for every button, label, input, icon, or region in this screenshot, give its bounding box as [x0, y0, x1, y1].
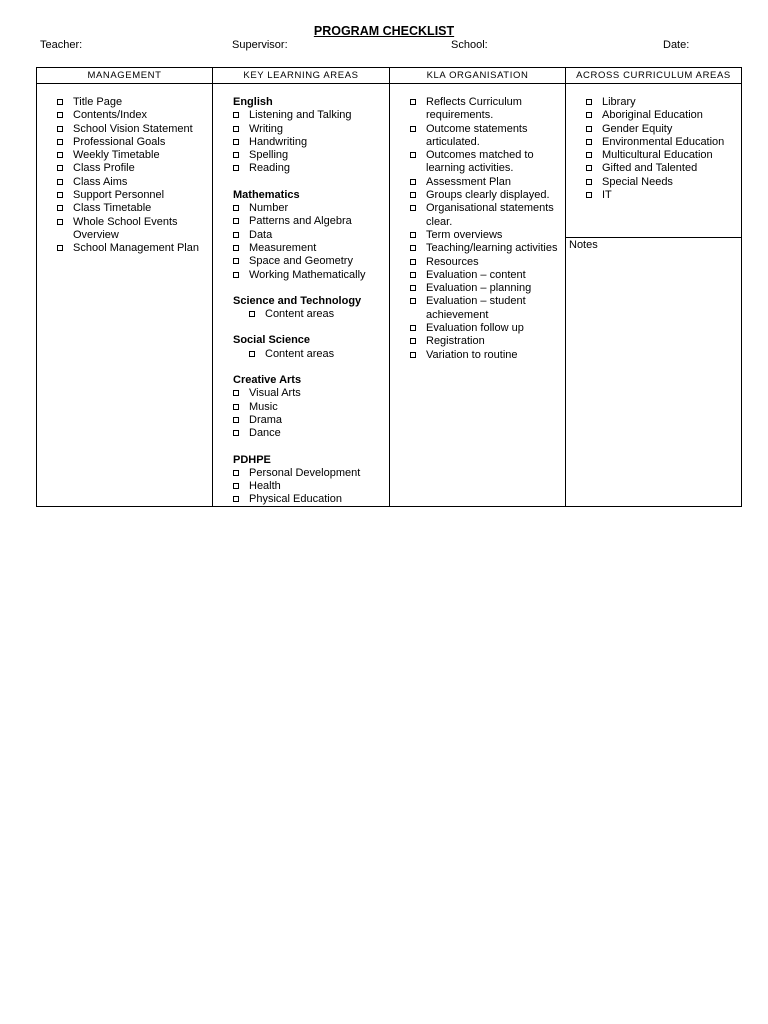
checkbox-icon[interactable]: [233, 483, 239, 489]
checklist-item[interactable]: Multicultural Education: [586, 149, 736, 162]
checklist-item[interactable]: Writing: [233, 123, 385, 136]
checkbox-icon[interactable]: [233, 139, 239, 145]
checkbox-icon[interactable]: [57, 192, 63, 198]
checkbox-icon[interactable]: [586, 99, 592, 105]
checkbox-icon[interactable]: [586, 126, 592, 132]
checklist-item[interactable]: Support Personnel: [57, 189, 207, 202]
checklist-item[interactable]: School Management Plan: [57, 242, 207, 255]
checklist-item[interactable]: Contents/Index: [57, 109, 207, 122]
checkbox-icon[interactable]: [57, 179, 63, 185]
checkbox-icon[interactable]: [410, 259, 416, 265]
checkbox-icon[interactable]: [57, 205, 63, 211]
checklist-item[interactable]: Working Mathematically: [233, 269, 385, 282]
checklist-item[interactable]: Health: [233, 480, 385, 493]
checklist-item[interactable]: Term overviews: [410, 229, 562, 242]
checklist-item[interactable]: Class Aims: [57, 176, 207, 189]
checkbox-icon[interactable]: [410, 285, 416, 291]
checklist-item[interactable]: Evaluation – content: [410, 269, 562, 282]
checklist-item[interactable]: Title Page: [57, 96, 207, 109]
checkbox-icon[interactable]: [586, 179, 592, 185]
checkbox-icon[interactable]: [57, 152, 63, 158]
management-list: [57, 96, 207, 256]
checkbox-icon[interactable]: [233, 232, 239, 238]
english-list: [233, 109, 385, 175]
checkbox-icon[interactable]: [233, 258, 239, 264]
checkbox-icon[interactable]: [233, 417, 239, 423]
checkbox-icon[interactable]: [586, 139, 592, 145]
checkbox-icon[interactable]: [233, 245, 239, 251]
checklist-item[interactable]: Music: [233, 401, 385, 414]
checklist-item[interactable]: Space and Geometry: [233, 255, 385, 268]
across-curriculum-heading: ACROSS CURRICULUM AREAS: [566, 68, 741, 84]
checkbox-icon[interactable]: [233, 390, 239, 396]
checkbox-icon[interactable]: [57, 126, 63, 132]
checklist-item[interactable]: Professional Goals: [57, 136, 207, 149]
management-column: [37, 84, 213, 506]
checklist-item[interactable]: Gender Equity: [586, 123, 736, 136]
checkbox-icon[interactable]: [249, 311, 255, 317]
checkbox-icon[interactable]: [249, 351, 255, 357]
kla-organisation-list: [410, 96, 562, 362]
checklist-item[interactable]: Measurement: [233, 242, 385, 255]
checkbox-icon[interactable]: [233, 430, 239, 436]
social-science-list: [233, 348, 385, 361]
checkbox-icon[interactable]: [410, 338, 416, 344]
section-title-mathematics: Mathematics: [233, 188, 300, 201]
checklist-item[interactable]: Personal Development: [233, 467, 385, 480]
checklist-item[interactable]: Evaluation – student achievement: [410, 295, 542, 322]
checkbox-icon[interactable]: [410, 272, 416, 278]
checklist-item[interactable]: Variation to routine: [410, 349, 562, 362]
section-title-pdhpe: PDHPE: [233, 453, 271, 466]
school-field[interactable]: School:: [451, 39, 488, 51]
checkbox-icon[interactable]: [233, 152, 239, 158]
key-learning-areas-column: [213, 84, 390, 506]
checklist-item[interactable]: Class Timetable: [57, 202, 207, 215]
checklist-item[interactable]: School Vision Statement: [57, 123, 207, 136]
checklist-item[interactable]: Spelling: [233, 149, 385, 162]
checklist-item[interactable]: Environmental Education: [586, 136, 736, 149]
management-heading: MANAGEMENT: [37, 68, 213, 84]
checkbox-icon[interactable]: [233, 272, 239, 278]
checklist-item[interactable]: Evaluation – planning: [410, 282, 562, 295]
checkbox-icon[interactable]: [233, 470, 239, 476]
checklist-item[interactable]: Drama: [233, 414, 385, 427]
checkbox-icon[interactable]: [410, 99, 416, 105]
checkbox-icon[interactable]: [57, 139, 63, 145]
checkbox-icon[interactable]: [57, 219, 63, 225]
across-curriculum-column: [566, 84, 741, 506]
checklist-item[interactable]: Resources: [410, 256, 562, 269]
section-title-creative-arts: Creative Arts: [233, 374, 302, 387]
checklist-item[interactable]: Teaching/learning activities: [410, 242, 562, 255]
checklist-item[interactable]: Reflects Curriculum requirements.: [410, 96, 546, 123]
pdhpe-list: [233, 467, 385, 507]
checkbox-icon[interactable]: [233, 205, 239, 211]
checkbox-icon[interactable]: [586, 152, 592, 158]
checklist-item[interactable]: Reading: [233, 162, 385, 175]
checklist-item[interactable]: Evaluation follow up: [410, 322, 562, 335]
checklist-item[interactable]: Registration: [410, 335, 562, 348]
checklist-item[interactable]: Physical Education: [233, 493, 385, 506]
checkbox-icon[interactable]: [57, 245, 63, 251]
checkbox-icon[interactable]: [410, 245, 416, 251]
checklist-item[interactable]: Outcome statements articulated.: [410, 123, 546, 150]
checkbox-icon[interactable]: [233, 496, 239, 502]
checkbox-icon[interactable]: [586, 112, 592, 118]
checklist-item[interactable]: Content areas: [233, 308, 385, 321]
checkbox-icon[interactable]: [233, 126, 239, 132]
checkbox-icon[interactable]: [586, 192, 592, 198]
across-curriculum-list: [586, 96, 736, 202]
section-title-english: English: [233, 96, 273, 108]
checklist-item[interactable]: Listening and Talking: [233, 109, 385, 122]
teacher-field[interactable]: Teacher:: [40, 39, 83, 51]
science-technology-list: [233, 308, 385, 321]
checklist-item[interactable]: Dance: [233, 427, 385, 440]
checklist-item[interactable]: IT: [586, 189, 736, 202]
section-title-science-technology: Science and Technology: [233, 294, 362, 307]
kla-sections: [233, 96, 385, 507]
checklist-item[interactable]: Weekly Timetable: [57, 149, 207, 162]
checklist-item[interactable]: Gifted and Talented: [586, 162, 736, 175]
kla-organisation-heading: KLA ORGANISATION: [390, 68, 566, 84]
checklist-item[interactable]: Number: [233, 202, 385, 215]
kla-organisation-column: [390, 84, 566, 506]
notes-label: Notes: [569, 239, 598, 251]
key-learning-areas-heading: KEY LEARNING AREAS: [213, 68, 390, 84]
section-title-social-science: Social Science: [233, 334, 311, 347]
checklist-item[interactable]: Data: [233, 229, 385, 242]
checklist-item[interactable]: Handwriting: [233, 136, 385, 149]
checkbox-icon[interactable]: [57, 165, 63, 171]
checklist-item[interactable]: Library: [586, 96, 736, 109]
page-title: PROGRAM CHECKLIST: [313, 24, 455, 38]
mathematics-list: [233, 202, 385, 282]
checkbox-icon[interactable]: [586, 165, 592, 171]
checkbox-icon[interactable]: [233, 404, 239, 410]
checkbox-icon[interactable]: [233, 218, 239, 224]
date-field[interactable]: Date:: [663, 39, 690, 51]
checklist-item[interactable]: Groups clearly displayed.: [410, 189, 562, 202]
checklist-item[interactable]: Assessment Plan: [410, 176, 562, 189]
checkbox-icon[interactable]: [57, 99, 63, 105]
checkbox-icon[interactable]: [410, 298, 416, 304]
checklist-item[interactable]: Organisational statements clear.: [410, 202, 566, 229]
checkbox-icon[interactable]: [57, 112, 63, 118]
checkbox-icon[interactable]: [410, 205, 416, 211]
checkbox-icon[interactable]: [233, 165, 239, 171]
checkbox-icon[interactable]: [410, 179, 416, 185]
checkbox-icon[interactable]: [410, 192, 416, 198]
checkbox-icon[interactable]: [410, 152, 416, 158]
checkbox-icon[interactable]: [410, 352, 416, 358]
checklist-item[interactable]: Visual Arts: [233, 387, 385, 400]
checklist-item[interactable]: Content areas: [233, 348, 385, 361]
creative-arts-list: [233, 387, 385, 440]
checkbox-icon[interactable]: [410, 126, 416, 132]
checklist-item[interactable]: Patterns and Algebra: [233, 215, 385, 228]
checklist-item[interactable]: Class Profile: [57, 162, 207, 175]
checklist-item[interactable]: Outcomes matched to learning activities.: [410, 149, 546, 176]
checklist-item[interactable]: Aboriginal Education: [586, 109, 736, 122]
checkbox-icon[interactable]: [233, 112, 239, 118]
checkbox-icon[interactable]: [410, 325, 416, 331]
checklist-item[interactable]: Special Needs: [586, 176, 736, 189]
checkbox-icon[interactable]: [410, 232, 416, 238]
supervisor-field[interactable]: Supervisor:: [232, 39, 288, 51]
notes-area[interactable]: [566, 237, 741, 506]
checklist-table: [36, 67, 742, 507]
checklist-item[interactable]: Whole School Events Overview: [57, 216, 193, 243]
